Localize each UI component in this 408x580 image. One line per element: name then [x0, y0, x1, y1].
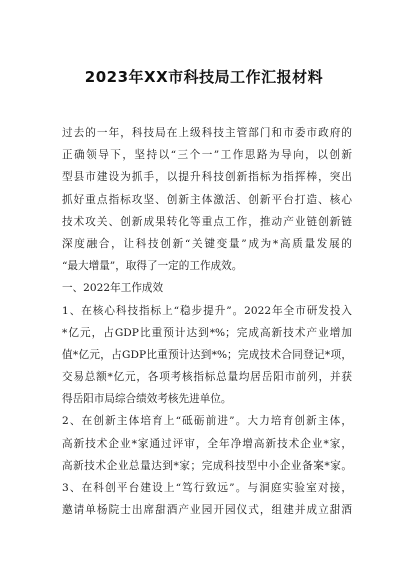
section-heading: 一、2022年工作成效	[62, 282, 164, 295]
body-line: 2、在创新主体培育上“砥砺前进”。大力培育创新主体，	[62, 415, 352, 428]
body-line: 邀请单杨院士出席甜酒产业园开园仪式，组建并成立甜酒	[62, 504, 352, 517]
document-body	[62, 122, 352, 521]
body-line: 抓好重点指标攻坚、创新主体激活、创新平台打造、核心	[62, 193, 352, 206]
body-line: *亿元，占GDP比重预计达到*%；完成高新技术产业增加	[62, 326, 352, 339]
body-line: 交易总额*亿元，各项考核指标总量均居岳阳市前列，并获	[62, 371, 352, 384]
body-line: 1、在核心科技指标上“稳步提升”。2022年全市研发投入	[62, 304, 352, 317]
body-line: 3、在科创平台建设上“笃行致远”。与洞庭实验室对接，	[62, 482, 352, 494]
document-title: 2023年XX市科技局工作汇报材料	[84, 68, 324, 86]
body-line: 型县市建设为抓手，以提升科技创新指标为指挥棒，突出	[62, 171, 352, 184]
body-line: 技术攻关、创新成果转化等重点工作，推动产业链创新链	[62, 215, 352, 228]
body-line: 值*亿元，占GDP比重预计达到*%；完成技术合同登记*项，	[62, 348, 352, 361]
body-line: 正确领导下，坚持以“三个一”工作思路为导向，以创新	[62, 149, 352, 162]
body-line: 高新技术企业总量达到*家；完成科技型中小企业备案*家。	[62, 459, 352, 472]
body-line: 得岳阳市局综合绩效考核先进单位。	[62, 393, 232, 406]
body-line: “最大增量”，取得了一定的工作成效。	[62, 260, 243, 273]
body-line: 高新技术企业*家通过评审，全年净增高新技术企业*家，	[62, 437, 352, 450]
body-line: 深度融合，让科技创新“关键变量”成为*高质量发展的	[62, 237, 352, 250]
body-line: 过去的一年，科技局在上级科技主管部门和市委市政府的	[62, 127, 352, 139]
